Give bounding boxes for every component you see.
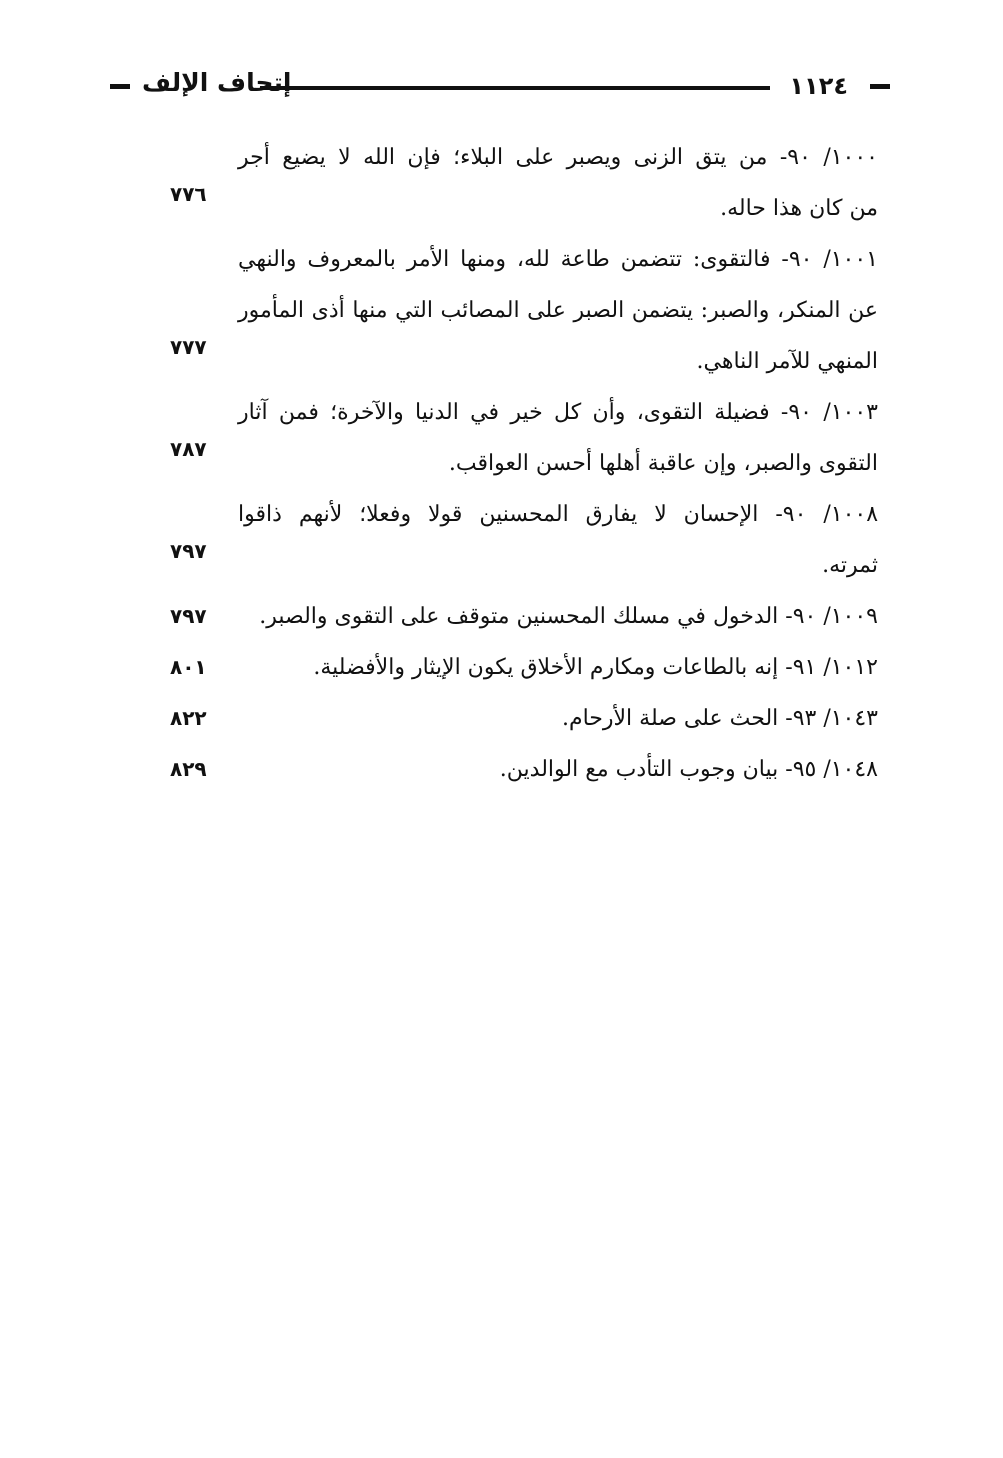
index-entries: [165, 132, 890, 795]
entry-text: من كان هذا حاله.: [720, 196, 878, 221]
entry-text: عن المنكر، والصبر: يتضمن الصبر على المصائب التي منها أذى المأمور: [238, 298, 878, 323]
index-entry: [165, 132, 890, 234]
entry-line: [165, 132, 890, 183]
index-entry: [165, 642, 890, 693]
index-entry: [165, 234, 890, 387]
book-title: إتحاف الإلف: [142, 68, 292, 97]
index-entry: [165, 489, 890, 591]
entry-line: [165, 438, 890, 489]
page-reference: ٨٠١: [170, 655, 207, 679]
entry-line: [165, 693, 890, 744]
entry-line: [165, 591, 890, 642]
entry-text: ١٠٠٣/ ٩٠- فضيلة التقوى، وأن كل خير في الدنيا والآخرة؛ فمن آثار: [238, 400, 878, 425]
entry-text: ١٠١٢/ ٩١- إنه بالطاعات ومكارم الأخلاق يكون الإيثار والأفضلية.: [313, 655, 878, 680]
page-reference: ٧٧٦: [170, 182, 207, 206]
page-number: ١١٢٤: [789, 72, 848, 100]
entry-line: [165, 540, 890, 591]
page-reference: ٧٩٧: [170, 539, 207, 563]
entry-text: ١٠٤٣/ ٩٣- الحث على صلة الأرحام.: [561, 706, 878, 731]
entry-text: المنهي للآمر الناهي.: [696, 349, 878, 374]
index-entry: [165, 591, 890, 642]
entry-line: [165, 744, 890, 795]
entry-line: [165, 642, 890, 693]
entry-line: [165, 387, 890, 438]
page-reference: ٧٨٧: [170, 437, 207, 461]
entry-line: [165, 183, 890, 234]
header-dash-right: [870, 84, 890, 89]
index-entry: [165, 744, 890, 795]
page-reference: ٧٩٧: [170, 604, 207, 628]
page-reference: ٨٢٩: [170, 757, 207, 781]
entry-line: [165, 336, 890, 387]
entry-text: ١٠٠٩/ ٩٠- الدخول في مسلك المحسنين متوقف على التقوى والصبر.: [259, 604, 878, 629]
entry-text: ١٠٠٠/ ٩٠- من يتق الزنى ويصبر على البلاء؛ فإن الله لا يضيع أجر: [238, 145, 878, 170]
entry-line: [165, 234, 890, 285]
page-reference: ٧٧٧: [170, 335, 207, 359]
index-entry: [165, 693, 890, 744]
entry-text: ١٠٤٨/ ٩٥- بيان وجوب التأدب مع الوالدين.: [499, 757, 878, 782]
entry-line: [165, 489, 890, 540]
index-entry: [165, 387, 890, 489]
entry-text: ١٠٠٨/ ٩٠- الإحسان لا يفارق المحسنين قولا وفعلا؛ لأنهم ذاقوا: [238, 502, 879, 527]
entry-text: التقوى والصبر، وإن عاقبة أهلها أحسن العواقب.: [448, 451, 878, 476]
running-header: [110, 66, 890, 106]
header-rule: [260, 86, 770, 90]
entry-line: [165, 285, 890, 336]
page-reference: ٨٢٢: [170, 706, 207, 730]
header-dash-left: [110, 84, 130, 89]
entry-text: ثمرته.: [822, 553, 878, 578]
entry-text: ١٠٠١/ ٩٠- فالتقوى: تتضمن طاعة لله، ومنها الأمر بالمعروف والنهي: [238, 247, 878, 272]
